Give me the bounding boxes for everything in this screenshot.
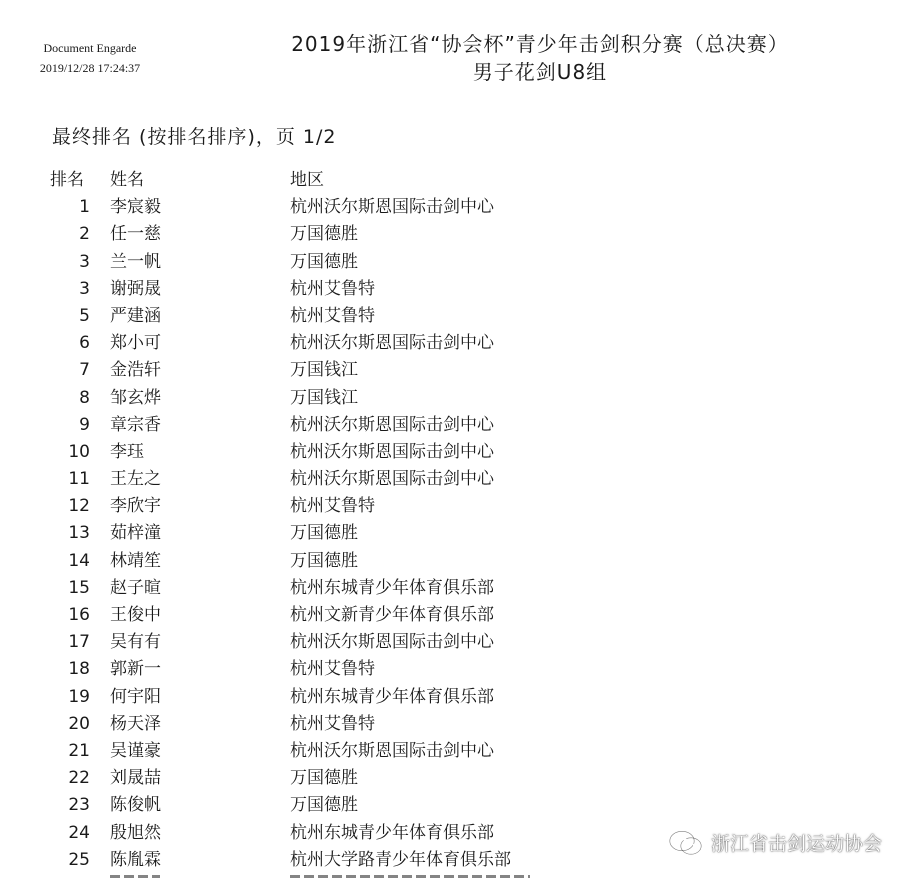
table-row <box>50 847 650 874</box>
table-row <box>50 439 650 466</box>
cell-region: 万国钱江 <box>290 387 358 408</box>
cell-rank: 17 <box>68 632 90 653</box>
cut-off-row-name <box>110 871 160 878</box>
cell-region: 杭州艾鲁特 <box>290 659 375 680</box>
cell-region: 杭州艾鲁特 <box>290 496 375 517</box>
cell-name: 刘晟喆 <box>110 768 161 789</box>
cell-rank: 20 <box>68 713 90 734</box>
cell-rank: 21 <box>68 740 90 761</box>
table-row <box>50 412 650 439</box>
cell-rank: 12 <box>68 496 90 517</box>
table-row <box>50 385 650 412</box>
cell-rank: 25 <box>68 849 90 870</box>
cell-region: 杭州沃尔斯恩国际击剑中心 <box>290 469 494 490</box>
cell-region: 杭州文新青少年体育俱乐部 <box>290 605 494 625</box>
document-title <box>230 30 850 86</box>
cell-region: 杭州东城青少年体育俱乐部 <box>290 686 494 707</box>
cell-region: 杭州沃尔斯恩国际击剑中心 <box>290 441 494 462</box>
table-row <box>50 357 650 384</box>
cell-region: 杭州大学路青少年体育俱乐部 <box>290 849 511 870</box>
cell-region: 万国钱江 <box>290 360 358 381</box>
cell-region: 杭州沃尔斯恩国际击剑中心 <box>290 333 494 354</box>
cell-rank: 6 <box>79 333 90 354</box>
cell-name: 金浩轩 <box>110 360 161 381</box>
cell-name: 严建涵 <box>110 305 161 326</box>
cut-off-row-region <box>290 871 530 878</box>
ranking-table <box>50 167 650 874</box>
document-meta <box>20 38 160 78</box>
header-rank: 排名 <box>50 170 84 190</box>
header-region: 地区 <box>290 170 324 190</box>
table-row <box>50 221 650 248</box>
cell-rank: 3 <box>79 278 90 299</box>
table-row <box>50 249 650 276</box>
table-row <box>50 575 650 602</box>
cell-name: 李欣宇 <box>110 496 161 517</box>
cell-name: 谢弼晟 <box>110 278 161 299</box>
cell-region: 万国德胜 <box>290 251 358 272</box>
table-row <box>50 792 650 819</box>
table-row <box>50 466 650 493</box>
list-heading: 最终排名 (按排名排序)，页 1/2 <box>52 126 337 148</box>
cell-name: 何宇阳 <box>110 686 161 707</box>
wechat-icon <box>669 830 703 856</box>
cell-region: 杭州艾鲁特 <box>290 305 375 326</box>
cell-region: 杭州沃尔斯恩国际击剑中心 <box>290 197 494 218</box>
cell-region: 万国德胜 <box>290 550 358 571</box>
cell-region: 万国德胜 <box>290 523 358 544</box>
cell-name: 杨天泽 <box>110 713 161 734</box>
table-row <box>50 711 650 738</box>
cell-name: 李宸毅 <box>110 197 161 218</box>
cell-region: 万国德胜 <box>290 795 358 816</box>
title-competition: 2019年浙江省“协会杯”青少年击剑积分赛（总决赛） <box>291 32 789 56</box>
table-row <box>50 194 650 221</box>
table-header <box>50 167 650 194</box>
cell-region: 万国德胜 <box>290 224 358 245</box>
document-source: Document Engarde <box>43 41 137 55</box>
cell-name: 王左之 <box>110 469 161 490</box>
cell-rank: 14 <box>68 550 90 571</box>
cell-rank: 15 <box>68 577 90 598</box>
watermark <box>669 829 882 856</box>
cell-name: 赵子暄 <box>110 577 161 598</box>
table-row <box>50 656 650 683</box>
table-row <box>50 684 650 711</box>
cell-name: 吴谨豪 <box>110 740 161 761</box>
cell-name: 章宗香 <box>110 414 161 435</box>
header-name: 姓名 <box>110 170 144 190</box>
cell-name: 李珏 <box>110 441 144 462</box>
cell-rank: 23 <box>68 795 90 816</box>
title-category: 男子花剑U8组 <box>472 60 608 84</box>
cell-region: 杭州东城青少年体育俱乐部 <box>290 822 494 843</box>
cell-name: 陈胤霖 <box>110 849 161 870</box>
cell-name: 兰一帆 <box>110 251 161 272</box>
cell-name: 王俊中 <box>110 605 161 625</box>
table-row <box>50 520 650 547</box>
cell-name: 任一慈 <box>110 224 161 245</box>
cell-rank: 13 <box>68 523 90 544</box>
cell-rank: 16 <box>68 605 90 625</box>
cell-region: 杭州艾鲁特 <box>290 278 375 299</box>
cell-region: 杭州沃尔斯恩国际击剑中心 <box>290 740 494 761</box>
cell-rank: 3 <box>79 251 90 272</box>
cell-rank: 24 <box>68 822 90 843</box>
table-body <box>50 194 650 874</box>
cell-rank: 22 <box>68 768 90 789</box>
cell-rank: 5 <box>79 305 90 326</box>
cell-name: 林靖笙 <box>110 550 161 571</box>
cell-name: 茹梓潼 <box>110 523 161 544</box>
cell-rank: 1 <box>79 197 90 218</box>
cell-name: 邹玄烨 <box>110 387 161 408</box>
table-row <box>50 602 650 629</box>
cell-rank: 19 <box>68 686 90 707</box>
watermark-text: 浙江省击剑运动协会 <box>710 833 882 855</box>
cell-region: 杭州艾鲁特 <box>290 713 375 734</box>
cell-rank: 18 <box>68 659 90 680</box>
document-datetime: 2019/12/28 17:24:37 <box>39 61 141 75</box>
cell-name: 陈俊帆 <box>110 795 161 816</box>
table-row <box>50 738 650 765</box>
table-row <box>50 303 650 330</box>
cell-name: 郭新一 <box>110 659 161 680</box>
table-row <box>50 820 650 847</box>
table-row <box>50 330 650 357</box>
cell-region: 杭州沃尔斯恩国际击剑中心 <box>290 414 494 435</box>
cell-name: 吴有有 <box>110 632 161 653</box>
cell-name: 殷旭然 <box>110 822 161 843</box>
cell-rank: 8 <box>79 387 90 408</box>
cell-region: 杭州东城青少年体育俱乐部 <box>290 577 494 598</box>
table-row <box>50 765 650 792</box>
cell-name: 郑小可 <box>110 333 161 354</box>
table-row <box>50 276 650 303</box>
cell-rank: 10 <box>68 441 90 462</box>
cell-region: 万国德胜 <box>290 768 358 789</box>
cell-rank: 2 <box>79 224 90 245</box>
cell-rank: 9 <box>79 414 90 435</box>
cell-rank: 7 <box>79 360 90 381</box>
cell-region: 杭州沃尔斯恩国际击剑中心 <box>290 632 494 653</box>
cell-rank: 11 <box>68 469 90 490</box>
table-row <box>50 548 650 575</box>
table-row <box>50 629 650 656</box>
table-row <box>50 493 650 520</box>
